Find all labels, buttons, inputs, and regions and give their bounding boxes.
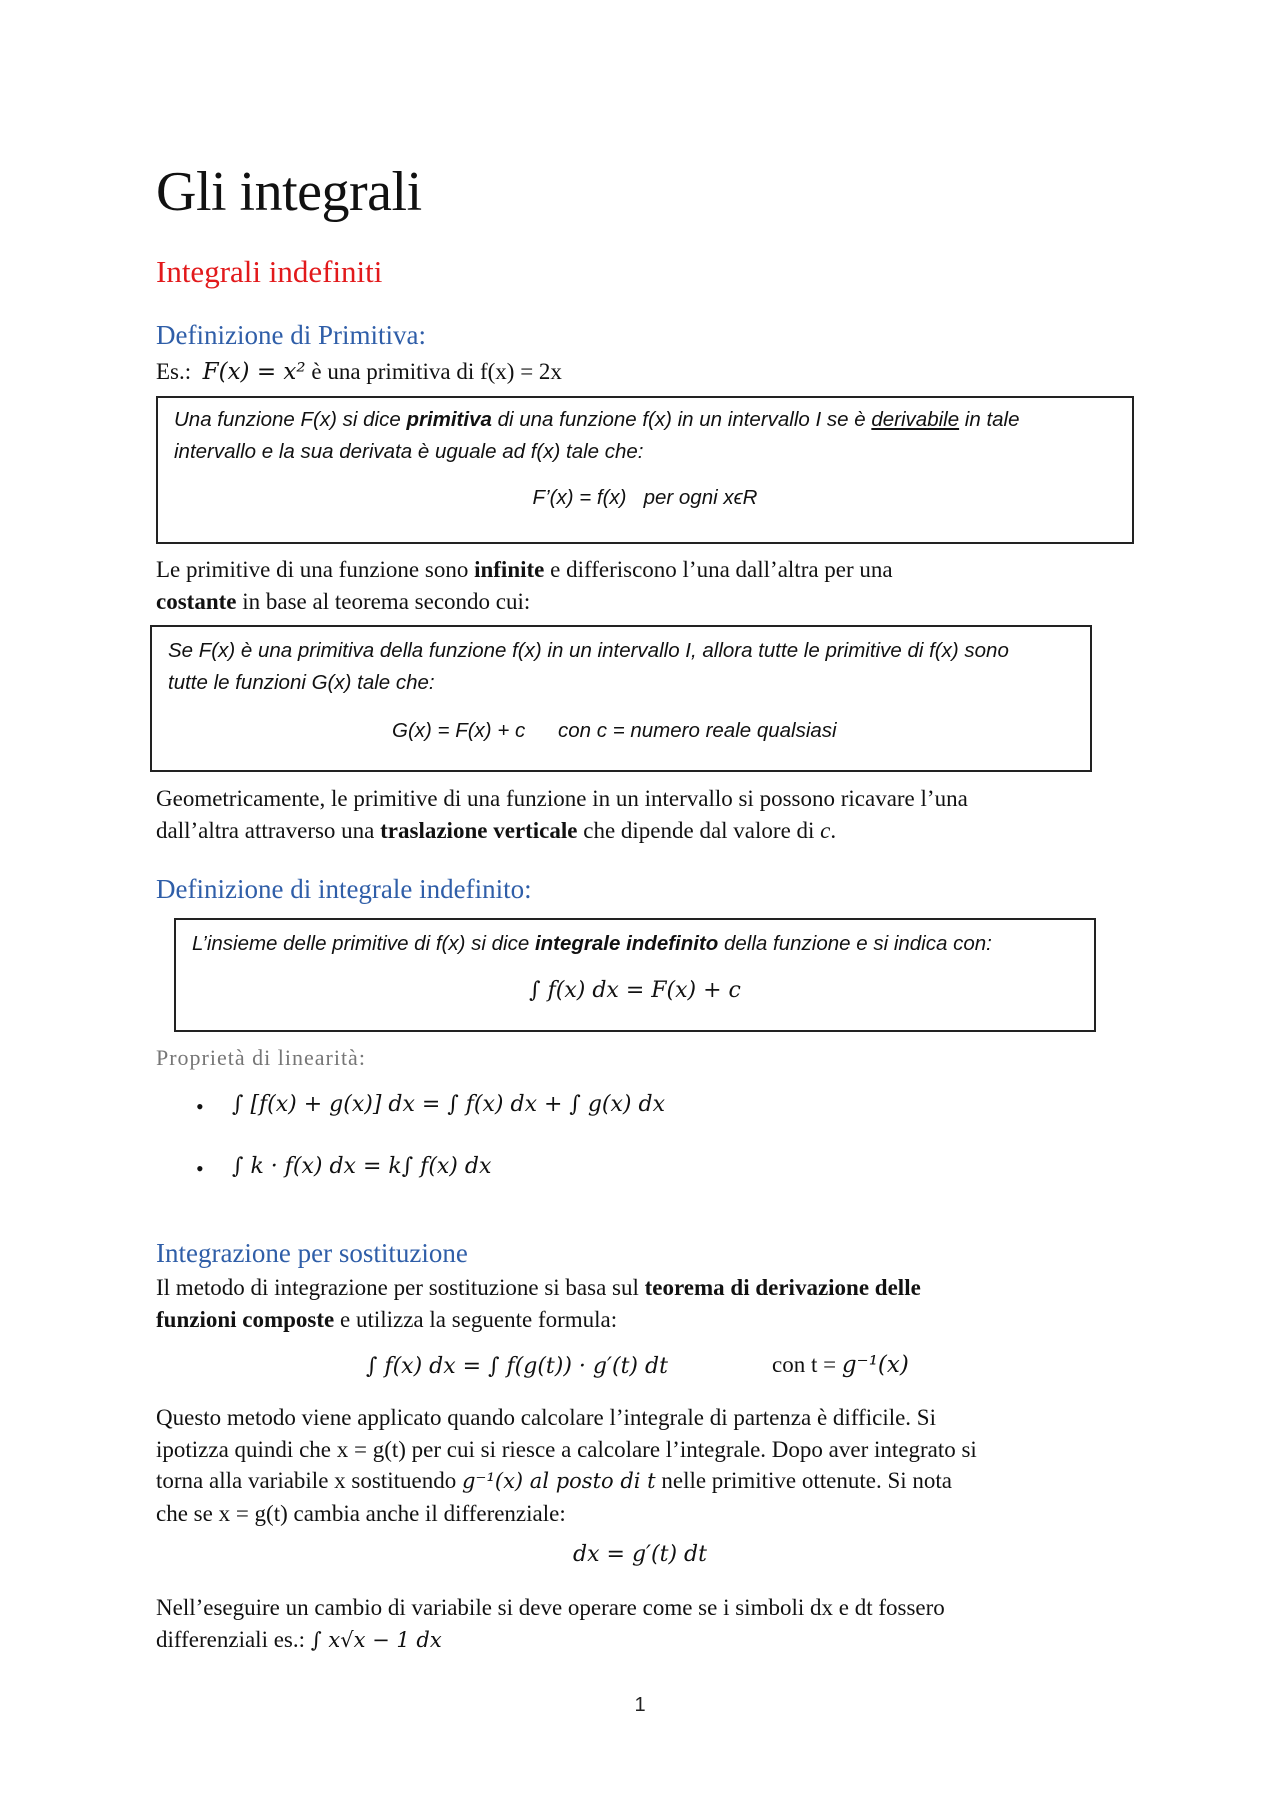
text: Nell’eseguire un cambio di variabile si deve operare come se i simboli dx e dt fossero [156,1595,945,1620]
example-suffix: è una primitiva di f(x) = 2x [311,359,562,384]
linearity-formula-2: ∫ k · f(x) dx = k∫ f(x) dx [232,1154,492,1179]
math-text: g⁻¹(x) al posto di t [461,1469,656,1493]
box-text: della funzione e si indica con: [718,932,992,955]
bold-text: funzioni composte [156,1307,335,1332]
math-text: ∫ x√x − 1 dx [310,1628,442,1652]
primitiva-definition-box [156,396,1134,544]
substitution-condition [772,1352,909,1378]
section-heading: Integrali indefiniti [156,254,383,289]
text: . [830,818,837,843]
text: in base al teorema secondo cui: [236,589,531,614]
text: dall’altra attraverso una [156,818,381,843]
paragraph-sostituzione [156,1272,1156,1336]
paragraph-change-variable [156,1592,1156,1656]
box-line2: intervallo e la sua derivata è uguale ad f(x) tale che: [174,440,644,463]
box-bold: integrale indefinito [534,932,719,955]
integrale-heading: Definizione di integrale indefinito: [156,874,532,904]
theorem-box [150,625,1092,772]
text: che se x = g(t) cambia anche il differenziale: [156,1500,566,1526]
bold-text: infinite [474,557,545,582]
box-formula: F’(x) = f(x) per ogni xϵR [532,486,758,509]
page-title: Gli integrali [156,161,422,223]
box-text: Una funzione F(x) si dice [174,408,407,431]
text: Il metodo di integrazione per sostituzione si basa sul [156,1275,645,1300]
box-line1: Se F(x) è una primitiva della funzione f(x) in un intervallo I, allora tutte le primitive di f(x) sono [168,639,1009,662]
box-formula: ∫ f(x) dx = F(x) + c [529,978,741,1003]
text: Le primitive di una funzione sono [156,557,475,582]
text: e differiscono l’una dall’altra per una [544,557,893,582]
box-text: in tale [959,408,1020,431]
box-bold: primitiva [406,408,492,431]
box-line2: tutte le funzioni G(x) tale che: [168,671,435,694]
text: nelle primitive ottenute. Si nota [655,1468,952,1493]
italic-text: c [820,818,831,843]
linearity-formula-1: ∫ [f(x) + g(x)] dx = ∫ f(x) dx + ∫ g(x) dx [232,1092,665,1117]
text: Questo metodo viene applicato quando calcolare l’integrale di partenza è difficile. Si [156,1405,936,1430]
primitiva-heading: Definizione di Primitiva: [156,320,426,350]
text: con t = [772,1352,842,1377]
text: e utilizza la seguente formula: [334,1307,618,1332]
bullet-1: • [196,1094,204,1119]
math-text: g⁻¹(x) [841,1352,909,1378]
paragraph-method [156,1402,1156,1529]
text: differenziali es.: [156,1627,311,1652]
paragraph-infinite [156,554,1156,618]
integrale-definition-box [174,918,1096,1032]
box-formula-condition: con c = numero reale qualsiasi [558,719,837,742]
box-text: di una funzione f(x) in un intervallo I se è [491,408,872,431]
box-underline: derivabile [871,408,960,431]
example-formula: F(x) = x² [202,359,306,385]
bold-text: traslazione verticale [380,818,578,843]
text: ipotizza quindi che x = g(t) per cui si riesce a calcolare l’integrale. Dopo aver integrato si [156,1436,977,1462]
differential-formula: dx = g′(t) dt [573,1542,707,1567]
primitiva-example [156,356,1156,388]
sostituzione-heading: Integrazione per sostituzione [156,1238,468,1268]
text: Geometricamente, le primitive di una funzione in un intervallo si possono ricavare l’una [156,786,968,811]
paragraph-geometric [156,783,1156,847]
text: che dipende dal valore di [577,818,821,843]
box-formula: G(x) = F(x) + c [392,719,526,742]
linearita-heading: Proprietà di linearità: [156,1045,366,1070]
bold-text: teorema di derivazione delle [644,1275,921,1300]
example-prefix: Es.: [156,359,192,384]
substitution-formula: ∫ f(x) dx = ∫ f(g(t)) · g′(t) dt [366,1354,668,1379]
text: torna alla variabile x sostituendo [156,1468,462,1493]
page-number: 1 [634,1694,646,1716]
bullet-2: • [196,1156,204,1181]
bold-text: costante [156,589,237,614]
box-text: L’insieme delle primitive di f(x) si dice [192,932,535,955]
